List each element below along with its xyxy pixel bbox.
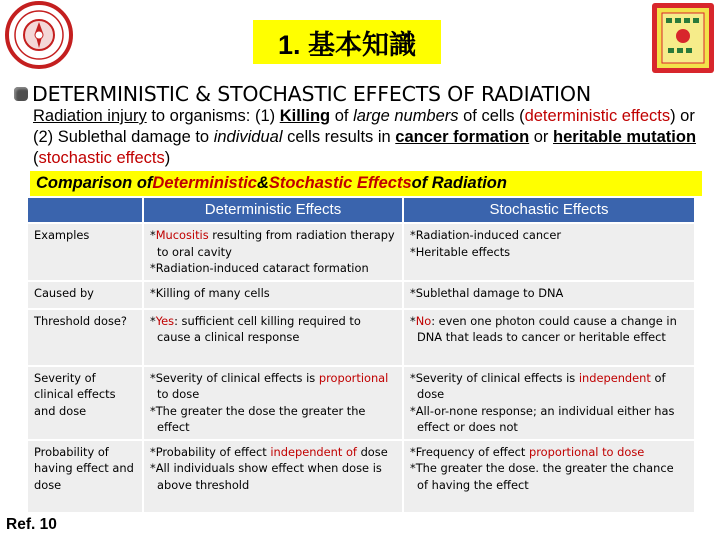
- intro-span: or: [529, 128, 554, 146]
- cell-line: [410, 227, 688, 244]
- cell-text: *Killing of many cells: [150, 285, 270, 300]
- school-badge-icon: [648, 0, 718, 78]
- cell-text: proportional: [318, 370, 389, 385]
- cell-text: *: [410, 313, 416, 328]
- cell-line: [150, 313, 396, 346]
- row-label: Threshold dose?: [28, 310, 142, 365]
- intro-span: of: [330, 107, 354, 125]
- deterministic-cell: [144, 310, 402, 365]
- reference-label: Ref. 10: [6, 516, 57, 533]
- cell-line: [410, 370, 688, 403]
- row-label: Severity of clinical effects and dose: [28, 367, 142, 439]
- intro-span: large numbers: [353, 107, 459, 125]
- stochastic-cell: [404, 310, 694, 365]
- cell-text: Yes: [155, 313, 175, 328]
- cell-text: No: [415, 313, 432, 328]
- cell-text: *The greater the dose the greater the effect: [150, 403, 366, 434]
- intro-paragraph: [33, 106, 703, 169]
- cell-line: [150, 260, 396, 277]
- cell-text: *All-or-none response; an individual either has effect or does not: [410, 403, 675, 434]
- slide-title: 1. 基本知識: [253, 20, 441, 64]
- comparison-span: Stochastic Effects: [268, 174, 412, 192]
- cell-text: resulting from radiation therapy to oral cavity: [157, 228, 395, 259]
- header-blank: [28, 198, 142, 222]
- cell-text: *Frequency of effect: [410, 444, 529, 459]
- cell-text: : sufficient cell killing required to cause a clinical response: [157, 313, 361, 344]
- cell-text: Mucositis: [155, 228, 209, 242]
- intro-span: Radiation injury: [33, 107, 147, 125]
- intro-span: individual: [213, 128, 283, 146]
- cell-line: [410, 244, 688, 261]
- table-row: [28, 282, 694, 308]
- cell-line: [150, 227, 396, 260]
- cell-text: independent: [578, 370, 651, 385]
- cell-text: independent of: [270, 444, 357, 459]
- table-body: [28, 224, 694, 512]
- cell-line: [410, 460, 688, 493]
- comparison-span: of Radiation: [411, 174, 507, 192]
- cell-text: to dose: [157, 387, 200, 401]
- cell-line: [150, 285, 396, 302]
- cell-line: [410, 403, 688, 436]
- cell-text: *: [150, 313, 156, 328]
- cell-line: [150, 444, 396, 461]
- table-row: [28, 441, 694, 512]
- cell-line: [150, 403, 396, 436]
- intro-span: cancer formation: [395, 128, 530, 146]
- deterministic-cell: [144, 367, 402, 439]
- cell-text: *Severity of clinical effects is: [410, 370, 579, 385]
- cell-line: [410, 444, 688, 461]
- deterministic-cell: [144, 282, 402, 308]
- intro-span: deterministic effects: [524, 107, 671, 125]
- intro-span: stochastic effects: [38, 149, 165, 167]
- intro-span: ): [164, 149, 171, 167]
- comparison-title: [30, 171, 702, 196]
- intro-span: (: [33, 149, 39, 167]
- cell-line: [150, 460, 396, 493]
- cell-text: *All individuals show effect when dose is above threshold: [150, 461, 382, 492]
- cell-text: *Probability of effect: [150, 444, 271, 459]
- cell-text: *Radiation-induced cancer: [410, 228, 562, 242]
- intro-span: heritable mutation: [553, 128, 697, 146]
- table-row: [28, 367, 694, 439]
- row-label: Caused by: [28, 282, 142, 308]
- cell-text: *Heritable effects: [410, 244, 511, 259]
- table-header-row: [28, 198, 694, 222]
- deterministic-cell: [144, 224, 402, 280]
- row-label: Examples: [28, 224, 142, 280]
- table-row: [28, 224, 694, 280]
- intro-span: to organisms: (1): [146, 107, 280, 125]
- cell-text: *Radiation-induced cataract formation: [150, 261, 369, 275]
- stochastic-cell: [404, 367, 694, 439]
- cell-line: [150, 370, 396, 403]
- comparison-table: [26, 196, 696, 514]
- table-row: [28, 310, 694, 365]
- comparison-span: &: [256, 174, 269, 192]
- row-label: Probability of having effect and dose: [28, 441, 142, 512]
- header-stochastic: Stochastic Effects: [404, 198, 694, 222]
- intro-span: ) or (2) Sublethal damage to: [33, 107, 695, 146]
- deterministic-cell: [144, 441, 402, 512]
- stochastic-cell: [404, 282, 694, 308]
- stochastic-cell: [404, 224, 694, 280]
- cell-line: [410, 285, 688, 302]
- university-seal-icon: [3, 0, 75, 70]
- stochastic-cell: [404, 441, 694, 512]
- cell-text: dose: [356, 444, 388, 459]
- heading-text: DETERMINISTIC & STOCHASTIC EFFECTS OF RADIATION: [32, 82, 591, 106]
- header-deterministic: Deterministic Effects: [144, 198, 402, 222]
- section-heading: [14, 80, 714, 108]
- bullet-icon: [14, 87, 28, 101]
- intro-span: Killing: [279, 107, 331, 125]
- cell-text: *The greater the dose. the greater the chance of having the effect: [410, 461, 674, 492]
- cell-text: proportional to dose: [528, 444, 645, 459]
- cell-text: *: [150, 228, 156, 242]
- cell-line: [410, 313, 688, 346]
- cell-text: of dose: [417, 370, 666, 401]
- comparison-span: Comparison of: [36, 174, 153, 192]
- intro-span: of cells (: [458, 107, 525, 125]
- cell-text: *Sublethal damage to DNA: [410, 285, 564, 300]
- cell-text: : even one photon could cause a change in DNA that leads to cancer or heritable effect: [417, 313, 677, 344]
- comparison-span: Deterministic: [152, 174, 257, 192]
- intro-span: cells results in: [282, 128, 396, 146]
- cell-text: *Severity of clinical effects is: [150, 370, 319, 385]
